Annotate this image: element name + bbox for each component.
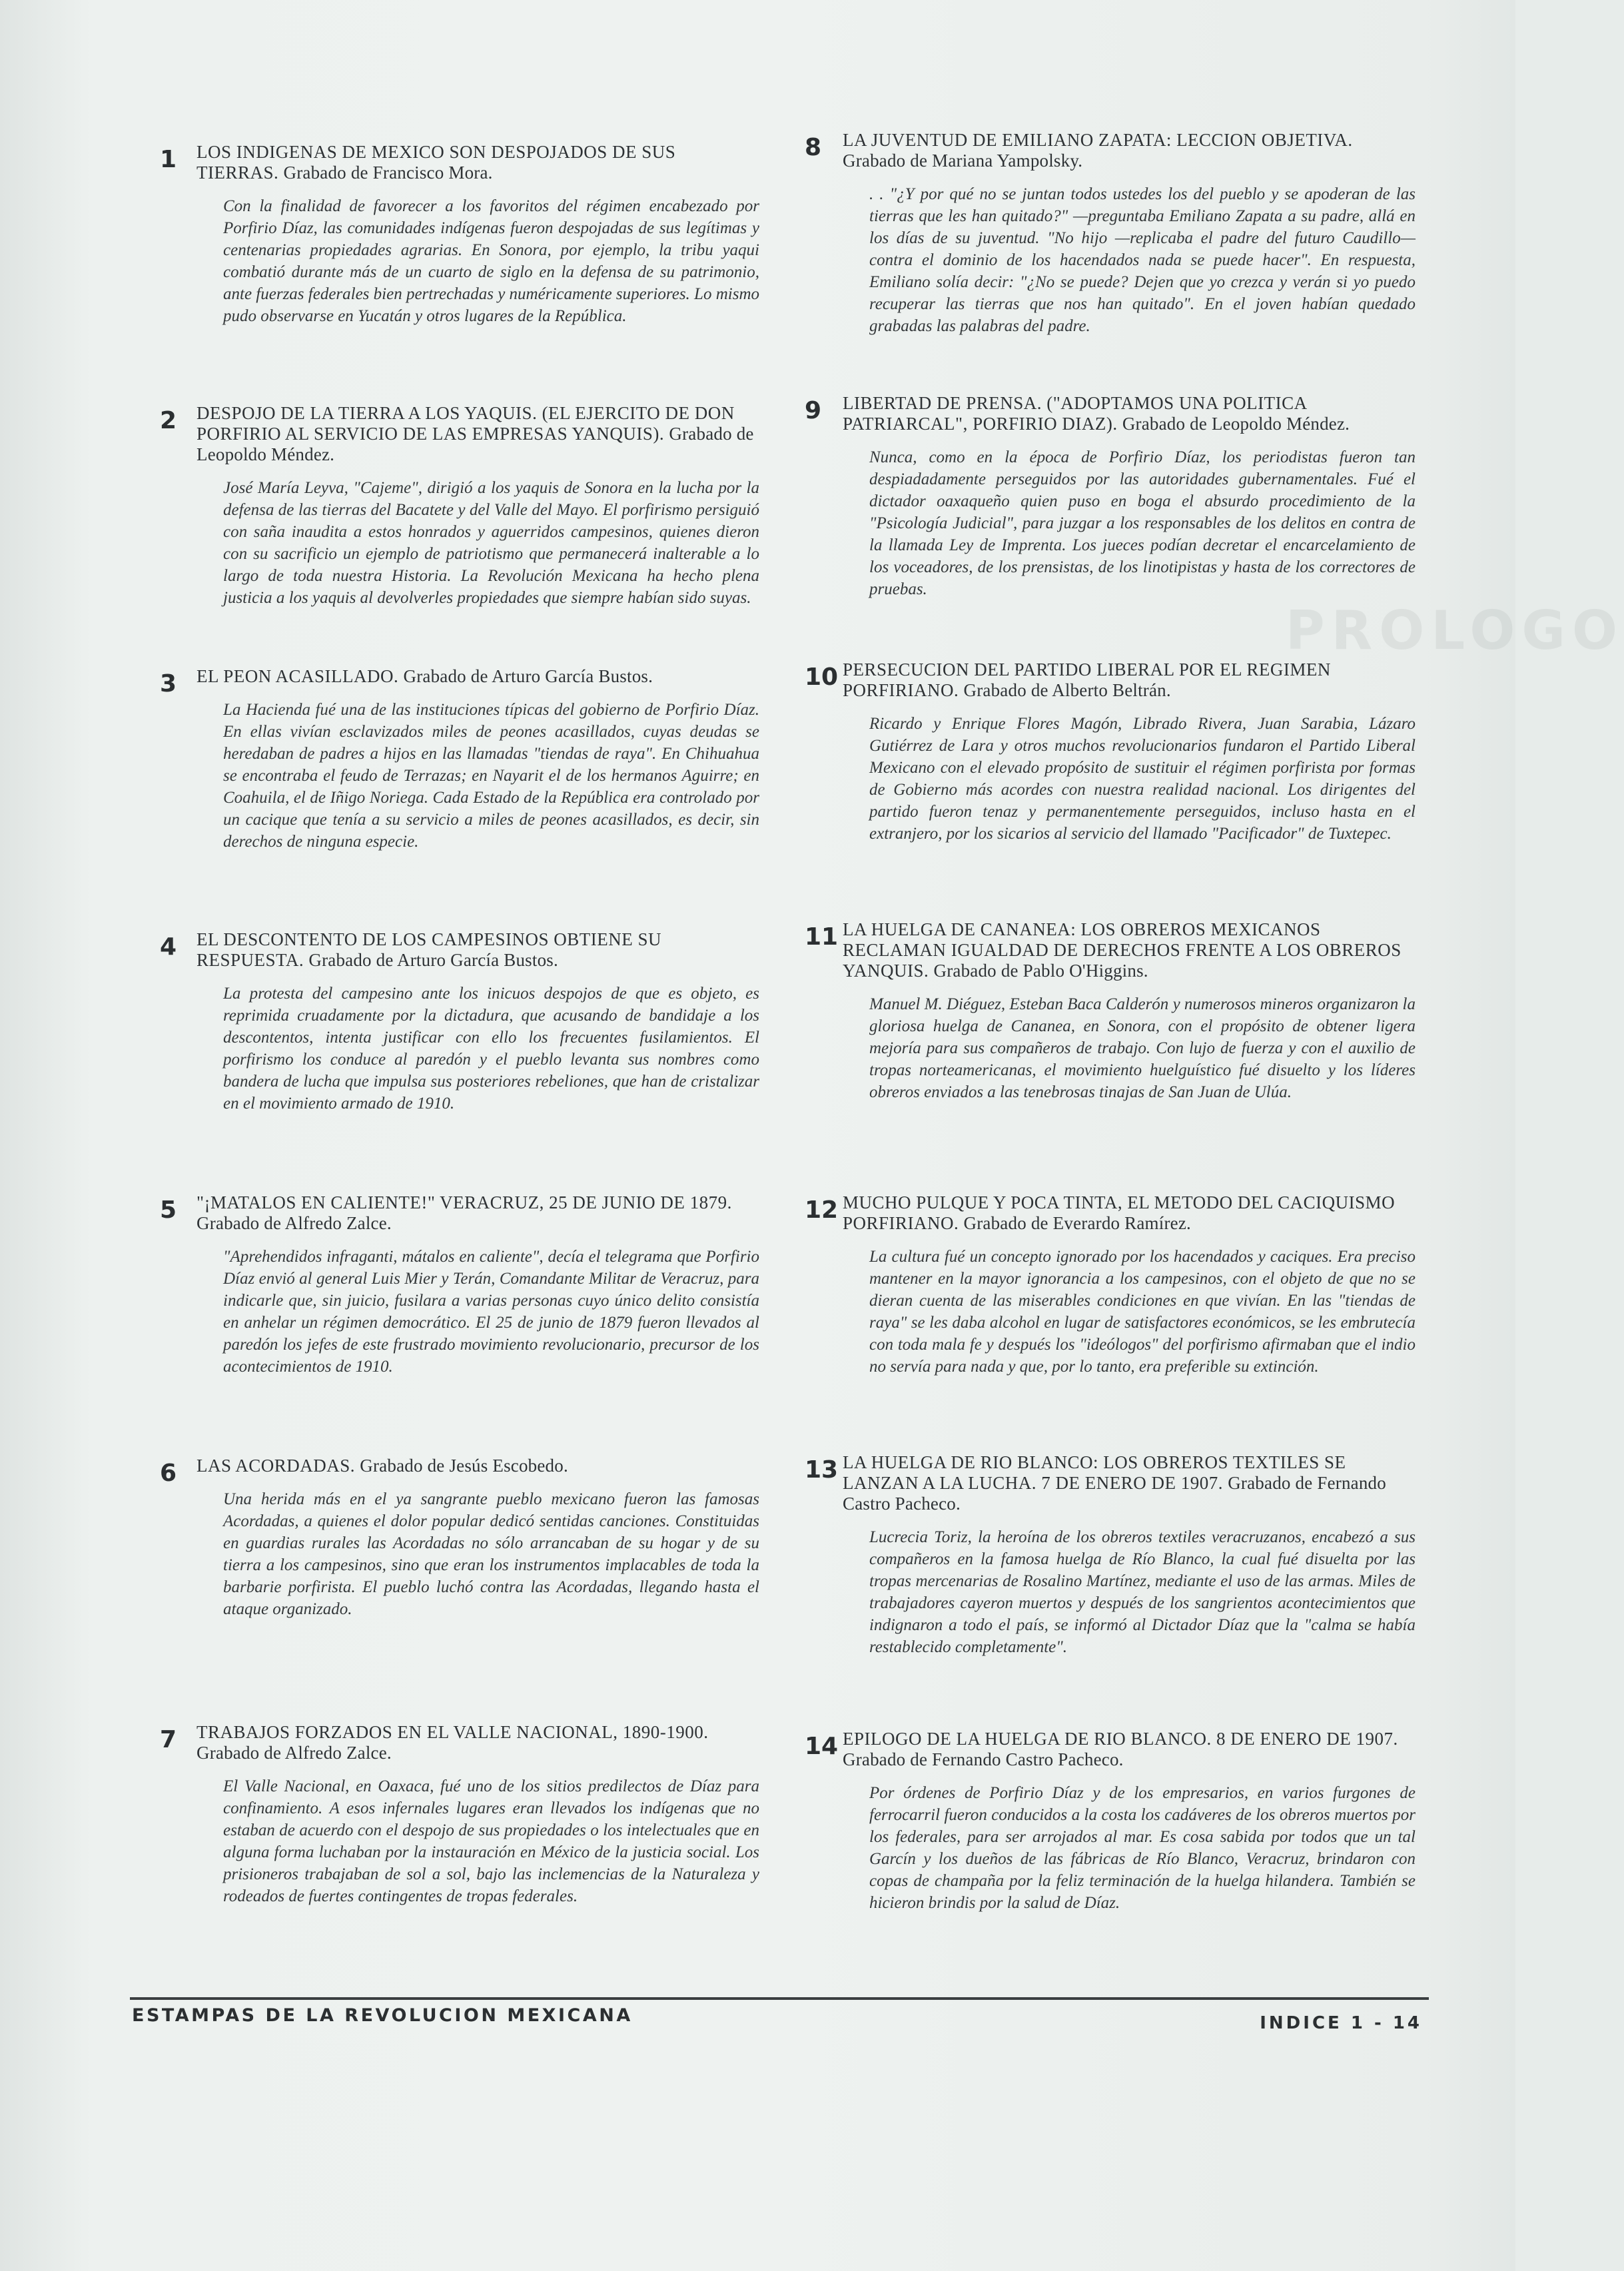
- entry-description: Ricardo y Enrique Flores Magón, Librado Rivera, Juan Sarabia, Lázaro Gutiérrez de Lara y otros muchos revolucionarios fundaron el Partido Liberal Mexicano con el elevado propósito de sustituir el régimen porfirista por formas de Gobierno más acordes con nuestra realidad nacional. Los dirigentes del partido fueron tenaz y permanentemente perseguidos, incluso hasta en el extranjero, por los sicarios al servicio del llamado "Pacificador" de Tuxtepec.: [869, 715, 1416, 843]
- entry-number: 12: [805, 1196, 839, 1224]
- entry-credit: Grabado de Leopoldo Méndez.: [1122, 414, 1350, 434]
- entry-description: José María Leyva, "Cajeme", dirigió a los yaquis de Sonora en la lucha por la defensa de las tierras del Bacatete y del Valle del Mayo. El porfirismo persiguió con saña inaudita a estos honrados y aguerridos campesinos, quienes dieron con su sacrificio un ejemplo de patriotismo que permanecerá inalterable a lo largo de toda nuestra Historia. La Revolución Mexicana ha hecho plena justicia a los yaquis al devolverles propiedades que siempre habían sido suyas.: [223, 479, 759, 607]
- entry-description: Manuel M. Diéguez, Esteban Baca Calderón y numerosos mineros organizaron la gloriosa huelga de Cananea, en Sonora, con el propósito de obtener ligera mejoría para sus compañeros de trabajo. Con lujo de fuerza y con el auxilio de tropas norteamericanas, el movimiento huelguístico fué disuelto y los líderes obreros enviados a las tenebrosas tinajas de San Juan de Ulúa.: [869, 995, 1416, 1101]
- entry-title: LA HUELGA DE RIO BLANCO: LOS OBREROS TEXTILES SE LANZAN A LA LUCHA. 7 DE ENERO DE 1907. Grabado de Fernando Castro Pacheco.: [843, 1452, 1386, 1514]
- entry-number: 3: [160, 670, 177, 697]
- entry-description: La protesta del campesino ante los inicuos despojos de que es objeto, es reprimida cruadamente por la dictadura, que acusando de bandidaje a los descontentos, intenta justificar con ello los frecuentes fusilamientos. El porfirismo los conduce al paredón y el pueblo levanta sus nombres como bandera de lucha que impulsa sus posteriores rebeliones, que han de cristalizar en el movimiento armado de 1910.: [223, 985, 759, 1113]
- show-through-text: PROLOGO: [1286, 600, 1624, 662]
- entry-7: [160, 1722, 759, 1907]
- entry-title: EL DESCONTENTO DE LOS CAMPESINOS OBTIENE SU RESPUESTA. Grabado de Arturo García Bustos.: [197, 929, 662, 970]
- entry-9: [806, 393, 1416, 600]
- entry-credit: Grabado de Fernando Castro Pacheco.: [843, 1749, 1124, 1769]
- entry-credit: Grabado de Fernando Castro Pacheco.: [843, 1473, 1386, 1514]
- entry-number: 6: [160, 1460, 177, 1487]
- entry-credit: Grabado de Leopoldo Méndez.: [197, 424, 754, 464]
- entry-description: . . "¿Y por qué no se juntan todos ustedes los del pueblo y se apoderan de las tierras que les han quitado?" —preguntaba Emiliano Zapata a su padre, allá en los días de su juventud. "No hijo —replicaba el padre del futuro Caudillo— contra el dominio de los hacendados nada se puede hacer". En respuesta, Emiliano solía decir: "¿No se puede? Dejen que yo crezca y verán si yo puedo recuperar las tierras que nos han quitado". En el joven habían quedado grabadas las palabras del padre.: [869, 185, 1416, 335]
- entry-2: [160, 403, 759, 609]
- entry-13: [806, 1452, 1416, 1658]
- entry-description: Por órdenes de Porfirio Díaz y de los empresarios, en varios furgones de ferrocarril fueron conducidos a la costa los cadáveres de los obreros muertos por los federales, para ser arrojados al mar. Es cosa sabida por todos que un tal Garcín y los dueños de las fábricas de Río Blanco, Veracruz, brindaron con copas de champaña por la feliz terminación de la huelga hilandera. También se hicieron brindis por la salud de Díaz.: [869, 1784, 1416, 1912]
- entry-title: PERSECUCION DEL PARTIDO LIBERAL POR EL REGIMEN PORFIRIANO. Grabado de Alberto Beltrán.: [843, 660, 1331, 700]
- entry-description: Lucrecia Toriz, la heroína de los obreros textiles veracruzanos, encabezó a sus compañeros en la famosa huelga de Río Blanco, la cual fué disuelta por las tropas mercenarias de Rosalino Martínez, mediante el uso de las armas. Miles de trabajadores cayeron muertos y después de los sangrientos acontecimientos que indignaron a todo el país, se informó al Dictador Díaz que la "calma se había restablecido completamente".: [869, 1528, 1416, 1656]
- entry-description: Con la finalidad de favorecer a los favoritos del régimen encabezado por Porfirio Díaz, las comunidades indígenas fueron despojadas de sus legítimas y centenarias propiedades agrarias. En Sonora, por ejemplo, la tribu yaqui combatió durante más de un cuarto de siglo en la defensa de su patrimonio, ante fuerzas federales bien pertrechadas y numéricamente superiores. Lo mismo pudo observarse en Yucatán y otros lugares de la República.: [223, 197, 759, 325]
- entry-4: [160, 929, 759, 1115]
- entry-3: [160, 666, 759, 853]
- entry-title: "¡MATALOS EN CALIENTE!" VERACRUZ, 25 DE JUNIO DE 1879. Grabado de Alfredo Zalce.: [197, 1192, 732, 1233]
- entry-11: [806, 919, 1416, 1103]
- entry-title: DESPOJO DE LA TIERRA A LOS YAQUIS. (EL EJERCITO DE DON PORFIRIO AL SERVICIO DE LAS EMPRESAS YANQUIS). Grabado de Leopoldo Méndez.: [197, 403, 754, 464]
- entry-title: LA JUVENTUD DE EMILIANO ZAPATA: LECCION OBJETIVA. Grabado de Mariana Yampolsky.: [843, 130, 1353, 171]
- entry-description: Nunca, como en la época de Porfirio Díaz, los periodistas fueron tan despiadadamente perseguidos por las autoridades gubernamentales. Fué el dictador oaxaqueño quien puso en boga el absurdo procedimiento de la "Psicología Judicial", para juzgar a los responsables de los delitos en contra de la llamada Ley de Imprenta. Los jueces podían decretar el encarcelamiento de los voceadores, de los prensistas, de los linotipistas y hasta de los correctores de pruebas.: [869, 448, 1416, 598]
- entry-credit: Grabado de Alfredo Zalce.: [197, 1743, 392, 1763]
- entry-number: 13: [805, 1456, 839, 1484]
- footer-rule: [130, 1997, 1429, 2000]
- entry-title: TRABAJOS FORZADOS EN EL VALLE NACIONAL, 1890-1900. Grabado de Alfredo Zalce.: [197, 1722, 709, 1763]
- entry-credit: Grabado de Jesús Escobedo.: [360, 1456, 568, 1476]
- entry-title: LA HUELGA DE CANANEA: LOS OBREROS MEXICANOS RECLAMAN IGUALDAD DE DERECHOS FRENTE A LOS OBREROS YANQUIS. Grabado de Pablo O'Higgins.: [843, 919, 1402, 981]
- entry-number: 2: [160, 407, 177, 434]
- entry-description: El Valle Nacional, en Oaxaca, fué uno de los sitios predilectos de Díaz para confinamiento. A esos infernales lugares eran llevados los indígenas que no estaban de acuerdo con el despojo de sus propiedades o los intelectuales que en alguna forma luchaban por la instauración en México de la justicia social. Los prisioneros trabajaban de sol a sol, bajo las inclemencias de la Naturaleza y rodeados de fuertes contingentes de tropas federales.: [223, 1777, 759, 1905]
- entry-title: LOS INDIGENAS DE MEXICO SON DESPOJADOS DE SUS TIERRAS. Grabado de Francisco Mora.: [197, 142, 676, 183]
- entry-10: [806, 660, 1416, 845]
- entry-number: 5: [160, 1196, 177, 1224]
- entry-number: 14: [805, 1733, 839, 1760]
- entry-credit: Grabado de Alfredo Zalce.: [197, 1213, 392, 1233]
- entry-description: La cultura fué un concepto ignorado por los hacendados y caciques. Era preciso mantener en la mayor ignorancia a los campesinos, con el objeto de que no se dieran cuenta de las miserables condiciones en que vivían. En las "tiendas de raya" se les daba alcohol en lugar de satisfactores económicos, se les embrutecía con toda mala fe y después los "ideólogos" del porfirismo afirmaban que el indio no servía para nada y que, por lo tanto, era preferible su extinción.: [869, 1248, 1416, 1376]
- entry-credit: Grabado de Alberto Beltrán.: [963, 680, 1171, 700]
- index-label: INDICE 1 - 14: [1260, 2013, 1422, 2033]
- entry-description: "Aprehendidos infraganti, mátalos en caliente", decía el telegrama que Porfirio Díaz envió al general Luis Mier y Terán, Comandante Militar de Veracruz, para indicarle que, sin juicio, fusilara a varias personas cuyo único delito consistía en anhelar un régimen democrático. El 25 de junio de 1879 fueron llevados al paredón los jefes de este frustrado movimiento revolucionario, precursor de los acontecimientos de 1910.: [223, 1248, 759, 1376]
- entry-5: [160, 1192, 759, 1378]
- entry-14: [806, 1729, 1416, 1914]
- entry-credit: Grabado de Pablo O'Higgins.: [933, 961, 1148, 981]
- entry-credit: Grabado de Arturo García Bustos.: [403, 666, 653, 686]
- entry-8: [806, 130, 1416, 337]
- entry-description: Una herida más en el ya sangrante pueblo mexicano fueron las famosas Acordadas, a quienes el dolor popular dedicó sentidas canciones. Constituidas en guardias rurales las Acordadas no sólo arrancaban de su hogar y de su tierra a los campesinos, sino que eran los instrumentos implacables de toda la barbarie porfirista. El pueblo luchó contra las Acordadas, llegando hasta el ataque organizado.: [223, 1490, 759, 1618]
- entry-6: [160, 1456, 759, 1620]
- entry-1: [160, 142, 759, 327]
- entry-description: La Hacienda fué una de las instituciones típicas del gobierno de Porfirio Díaz. En ellas vivían esclavizados miles de peones acasillados, cuyas deudas se heredaban de padres a hijos en las llamadas "tiendas de raya". En Chihuahua se encontraba el feudo de Terrazas; en Nayarit el de los hermanos Aguirre; en Coahuila, el de Iñigo Noriega. Cada Estado de la República era controlado por un cacique que tenía a su servicio a miles de peones acasillados, es decir, sin derechos de ninguna especie.: [223, 701, 759, 851]
- entry-credit: Grabado de Francisco Mora.: [283, 163, 493, 183]
- entry-number: 8: [805, 134, 822, 161]
- entry-number: 11: [805, 923, 839, 951]
- entry-12: [806, 1192, 1416, 1378]
- entry-number: 4: [160, 933, 177, 961]
- entry-credit: Grabado de Everardo Ramírez.: [963, 1213, 1191, 1233]
- entry-title: EL PEON ACASILLADO. Grabado de Arturo García Bustos.: [197, 666, 653, 686]
- entry-number: 9: [805, 397, 822, 424]
- entry-credit: Grabado de Arturo García Bustos.: [308, 950, 558, 970]
- entry-credit: Grabado de Mariana Yampolsky.: [843, 151, 1083, 171]
- entry-title: MUCHO PULQUE Y POCA TINTA, EL METODO DEL CACIQUISMO PORFIRIANO. Grabado de Everardo Ramírez.: [843, 1192, 1396, 1233]
- entry-title: EPILOGO DE LA HUELGA DE RIO BLANCO. 8 DE ENERO DE 1907. Grabado de Fernando Castro Pacheco.: [843, 1729, 1398, 1769]
- entry-number: 7: [160, 1726, 177, 1753]
- entry-number: 10: [805, 664, 839, 691]
- entry-title: LAS ACORDADAS. Grabado de Jesús Escobedo.: [197, 1456, 568, 1476]
- entry-title: LIBERTAD DE PRENSA. ("ADOPTAMOS UNA POLITICA PATRIARCAL", PORFIRIO DIAZ). Grabado de Leopoldo Méndez.: [843, 393, 1350, 434]
- entry-number: 1: [160, 146, 177, 173]
- series-title: ESTAMPAS DE LA REVOLUCION MEXICANA: [132, 2005, 633, 2026]
